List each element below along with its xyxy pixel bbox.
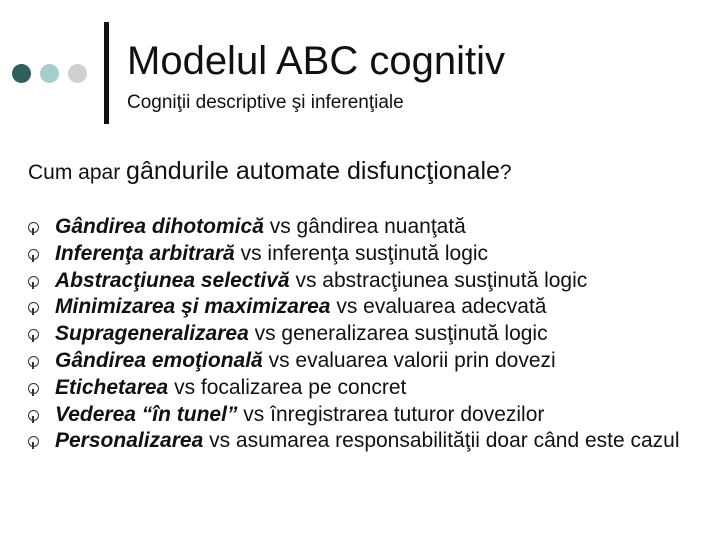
bullet-icon [28, 410, 39, 421]
list-item [28, 428, 708, 455]
dot-grey [68, 64, 87, 83]
list-item [28, 321, 708, 348]
item-rest: vs înregistrarea tuturor dovezilor [237, 402, 545, 426]
bullet-icon [28, 222, 39, 233]
list-item [28, 294, 708, 321]
item-term: Etichetarea [55, 375, 169, 399]
bullet-icon [28, 356, 39, 367]
bullet-icon [28, 276, 39, 287]
title-divider [104, 22, 109, 124]
item-term: Gândirea emoţională [55, 348, 263, 372]
item-rest: vs asumarea responsabilităţii doar când este cazul [203, 429, 680, 453]
item-rest: vs focalizarea pe concret [168, 375, 407, 399]
question-prefix: Cum apar [28, 161, 127, 184]
bullet-list [28, 214, 708, 455]
bullet-icon [28, 329, 39, 340]
dot-dark [12, 64, 31, 83]
item-term: Minimizarea şi maximizarea [55, 295, 331, 319]
item-rest: vs evaluarea adecvată [330, 295, 547, 319]
question-suffix: ? [499, 161, 512, 184]
list-item [28, 241, 708, 268]
list-item [28, 402, 708, 429]
item-rest: vs inferenţa susţinută logic [234, 241, 489, 265]
list-item [28, 375, 708, 402]
item-term: Abstracţiunea selectivă [55, 268, 290, 292]
question-line [28, 156, 512, 188]
item-term: Gândirea dihotomică [55, 215, 264, 238]
item-term: Suprageneralizarea [55, 322, 249, 346]
item-term: Vederea “în tunel” [55, 402, 238, 426]
dot-light [40, 64, 59, 83]
question-emphasis: gândurile automate disfuncţionale [126, 157, 500, 185]
item-term: Personalizarea [55, 429, 204, 453]
decorative-dots [12, 64, 102, 84]
bullet-icon [28, 383, 39, 394]
bullet-icon [28, 436, 39, 447]
item-rest: vs evaluarea valorii prin dovezi [262, 348, 556, 372]
item-term: Inferenţa arbitrară [55, 241, 235, 265]
bullet-icon [28, 302, 39, 313]
item-rest: vs generalizarea susţinută logic [248, 322, 548, 346]
slide-subtitle: Cogniţii descriptive şi inferenţiale [127, 92, 404, 113]
list-item [28, 268, 708, 295]
list-item [28, 214, 708, 241]
list-item [28, 348, 708, 375]
slide-title: Modelul ABC cognitiv [127, 39, 505, 83]
item-rest: vs gândirea nuanţată [263, 215, 466, 238]
bullet-icon [28, 249, 39, 260]
item-rest: vs abstracţiunea susţinută logic [289, 268, 588, 292]
